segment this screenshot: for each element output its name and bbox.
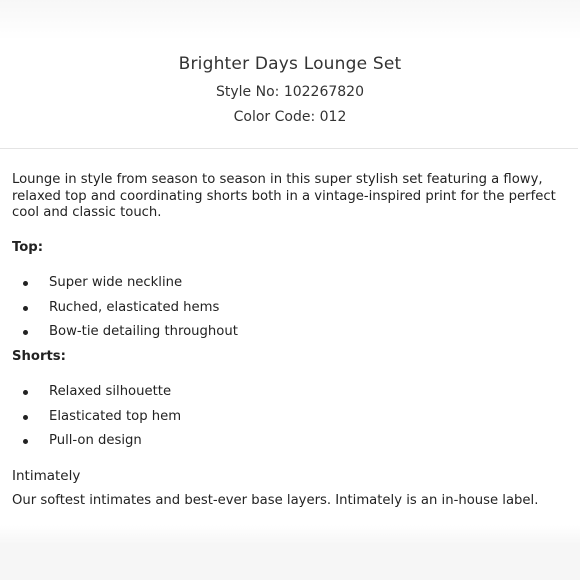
- list-item-text: Ruched, elasticated hems: [49, 299, 220, 315]
- shorts-section-label: Shorts:: [12, 349, 66, 364]
- bullet-icon: [23, 390, 28, 395]
- product-description-block: [12, 172, 568, 222]
- list-item: [12, 300, 238, 325]
- product-title: Brighter Days Lounge Set: [178, 54, 402, 74]
- style-number: Style No: 102267820: [216, 84, 364, 100]
- bullet-icon: [23, 306, 28, 311]
- list-item-text: Bow-tie detailing throughout: [49, 324, 238, 339]
- list-item: [12, 384, 181, 409]
- color-code: Color Code: 012: [233, 109, 347, 125]
- list-item: [12, 409, 181, 434]
- list-item: [12, 324, 238, 349]
- list-item-text: Relaxed silhouette: [49, 384, 172, 399]
- bullet-icon: [23, 281, 28, 286]
- bullet-icon: [23, 439, 28, 444]
- list-item: [12, 433, 181, 458]
- shorts-features-list: [12, 384, 181, 458]
- brand-name: Intimately: [12, 468, 81, 484]
- list-item-text: Pull-on design: [49, 433, 142, 448]
- list-item: [12, 275, 238, 300]
- bullet-icon: [23, 415, 28, 420]
- brand-description: Our softest intimates and best-ever base layers. Intimately is an in-house label.: [12, 493, 539, 508]
- header-divider: [0, 148, 578, 149]
- bullet-icon: [23, 330, 28, 335]
- list-item-text: Super wide neckline: [49, 275, 183, 290]
- product-description: Lounge in style from season to season in this super stylish set featuring a flowy, relaxed top and coordinating shorts both in a vintage-inspired print for the perfect cool and classic touch.: [12, 172, 556, 220]
- list-item-text: Elasticated top hem: [49, 408, 182, 424]
- top-section-label: Top:: [12, 240, 44, 255]
- top-features-list: [12, 275, 238, 349]
